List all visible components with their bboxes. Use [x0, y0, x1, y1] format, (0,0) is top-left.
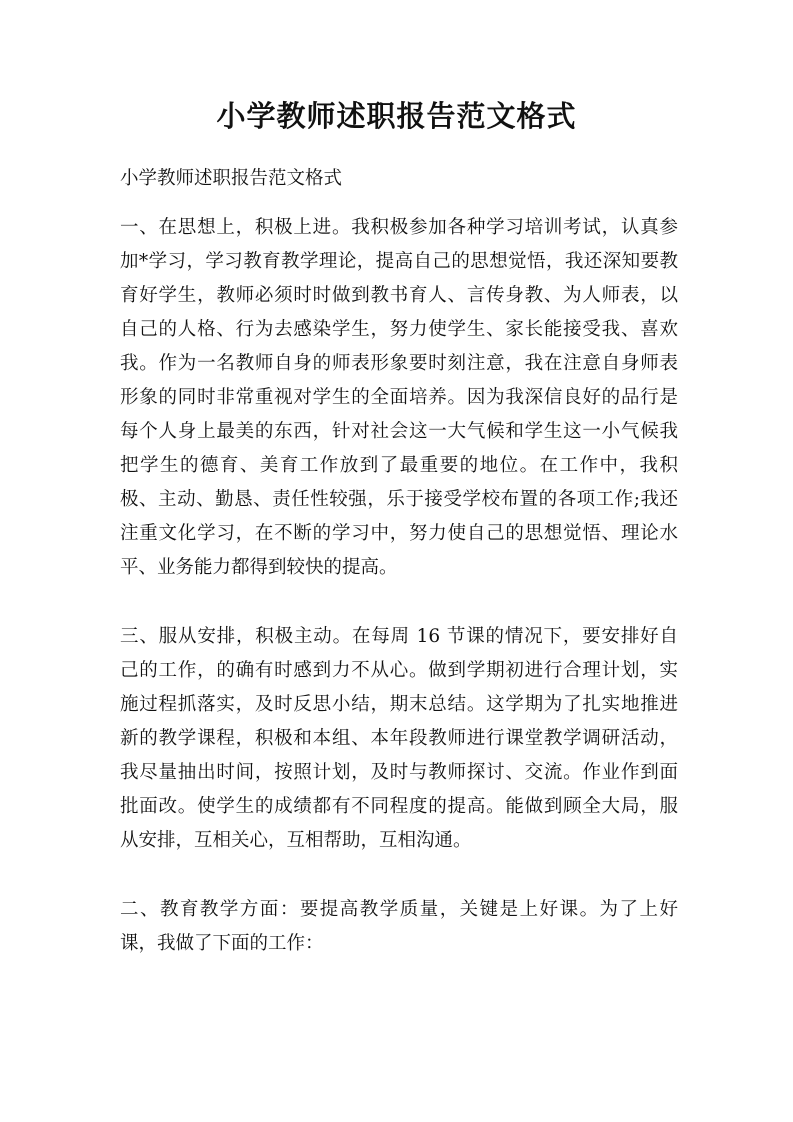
paragraph-teaching — [120, 893, 678, 961]
paragraph-line: 二、教育教学方面：要提高教学质量，关键是上好课。为了上好 — [120, 899, 678, 920]
paragraph-line: 新的教学课程，积极和本组、本年段教师进行课堂教学调研活动， — [120, 728, 678, 749]
paragraph-line: 形象的同时非常重视对学生的全面培养。因为我深信良好的品行是 — [120, 387, 678, 408]
paragraph-line: 我尽量抽出时间，按照计划，及时与教师探讨、交流。作业作到面 — [120, 762, 678, 783]
paragraph-line: 每个人身上最美的东西，针对社会这一大气候和学生这一小气候我 — [120, 421, 678, 442]
document-title: 小学教师述职报告范文格式 — [216, 99, 577, 133]
paragraph-line: 我。作为一名教师自身的师表形象要时刻注意，我在注意自身师表 — [120, 353, 678, 374]
paragraph-line: 己的工作，的确有时感到力不从心。做到学期初进行合理计划，实 — [120, 660, 678, 681]
paragraph-line: 把学生的德育、美育工作放到了最重要的地位。在工作中，我积 — [120, 455, 678, 476]
paragraph-line: 育好学生，教师必须时时做到教书育人、言传身教、为人师表，以 — [120, 285, 678, 306]
document-subtitle: 小学教师述职报告范文格式 — [120, 168, 343, 189]
paragraph-line: 三、服从安排，积极主动。在每周 16 节课的情况下，要安排好自 — [120, 626, 678, 647]
paragraph-line: 注重文化学习，在不断的学习中，努力使自己的思想觉悟、理论水 — [120, 523, 678, 544]
paragraph-line: 课，我做了下面的工作： — [120, 933, 324, 954]
paragraph-line: 平、业务能力都得到较快的提高。 — [120, 557, 398, 578]
paragraph-line: 极、主动、勤恳、责任性较强，乐于接受学校布置的各项工作;我还 — [120, 489, 678, 510]
paragraph-line: 一、在思想上，积极上进。我积极参加各种学习培训考试，认真参 — [120, 217, 678, 238]
paragraph-thinking — [120, 211, 678, 585]
paragraph-line: 施过程抓落实，及时反思小结，期末总结。这学期为了扎实地推进 — [120, 694, 678, 715]
paragraph-line: 自己的人格、行为去感染学生，努力使学生、家长能接受我、喜欢 — [120, 319, 678, 340]
paragraph-line: 从安排，互相关心，互相帮助，互相沟通。 — [120, 830, 472, 851]
paragraph-line: 加*学习，学习教育教学理论，提高自己的思想觉悟，我还深知要教 — [120, 251, 678, 272]
paragraph-obey-arrangement — [120, 620, 678, 858]
paragraph-line: 批面改。使学生的成绩都有不同程度的提高。能做到顾全大局，服 — [120, 796, 678, 817]
